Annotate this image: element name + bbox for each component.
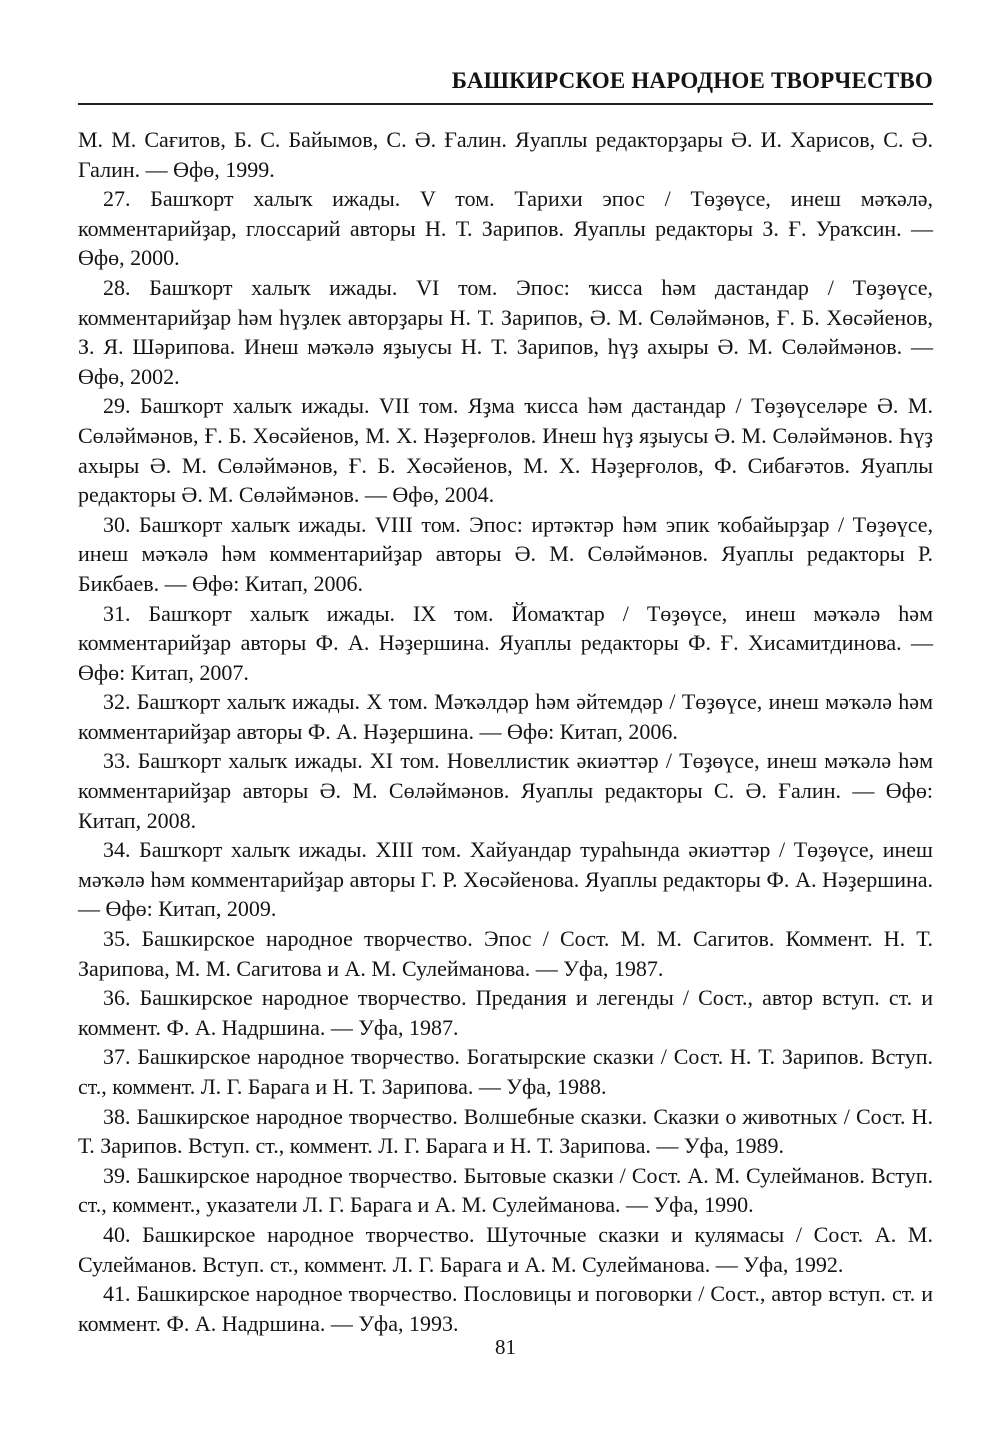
- bibliography-entry-37: 37. Башкирское народное творчество. Богатырские сказки / Сост. Н. Т. Зарипов. Вступ. ст., коммент. Л. Г. Барага и Н. Т. Зарипова. — Уфа, 1988.: [78, 1044, 933, 1099]
- header-rule: [78, 103, 933, 105]
- bibliography-entry-40: 40. Башкирское народное творчество. Шуточные сказки и кулямасы / Сост. А. М. Сулейманов. Вступ. ст., коммент. Л. Г. Барага и А. М. Сулейманова. — Уфа, 1992.: [78, 1221, 933, 1277]
- bibliography-entry-39: 39. Башкирское народное творчество. Бытовые сказки / Сост. А. М. Сулейманов. Вступ. ст., коммент., указатели Л. Г. Барага и А. М. Сулейманова. — Уфа, 1990.: [78, 1162, 933, 1218]
- bibliography-entry-28: 28. Башҡорт халыҡ ижады. VI том. Эпос: ҡисса һәм дастандар / Төҙөүсе, комментарийҙар һәм һүҙлек авторҙары Н. Т. Зарипов, Ә. М. Сөләймәнов, Ғ. Б. Хөсәйенов, З. Я. Шәрипова. Инеш мәҡәлә яҙыусы Н. Т. Зарипов, һүҙ ахыры Ә. М. Сөләймәнов. — Өфө, 2002.: [78, 274, 933, 389]
- bibliography-entry-33: 33. Башҡорт халыҡ ижады. XI том. Новеллистик әкиәттәр / Төҙөүсе, инеш мәҡәлә һәм комментарийҙар авторы Ә. М. Сөләймәнов. Яуаплы редакторы С. Ә. Ғалин. — Өфө: Китап, 2008.: [78, 748, 933, 833]
- bibliography-entry-34: 34. Башҡорт халыҡ ижады. XIII том. Хайуандар тураһында әкиәттәр / Төҙөүсе, инеш мәҡәлә һәм комментарийҙар авторы Г. Р. Хөсәйенова. Яуаплы редакторы Ф. А. Нәҙершина. — Өфө: Китап, 2009.: [78, 837, 933, 922]
- bibliography-entry-31: 31. Башҡорт халыҡ ижады. IX том. Йомаҡтар / Төҙөүсе, инеш мәҡәлә һәм комментарийҙар авторы Ф. А. Нәҙершина. Яуаплы редакторы Ф. Ғ. Хисамитдинова. — Өфө: Китап, 2007.: [78, 600, 933, 685]
- book-page: [78, 0, 933, 1432]
- bibliography-entry-29: 29. Башҡорт халыҡ ижады. VII том. Яҙма ҡисса һәм дастандар / Төҙөүселәре Ә. М. Сөләймәнов, Ғ. Б. Хөсәйенов, М. Х. Нәҙерғолов. Инеш һүҙ яҙыусы Ә. М. Сөләймәнов. Һүҙ ахыры Ә. М. Сөләймәнов, Ғ. Б. Хөсәйенов, М. Х. Нәҙерғолов, Ф. Сибағәтов. Яуаплы редакторы Ә. М. Сөләймәнов. — Өфө, 2004.: [78, 393, 933, 508]
- bibliography-entry-41: 41. Башкирское народное творчество. Пословицы и поговорки / Сост., автор вступ. ст. и коммент. Ф. А. Надршина. — Уфа, 1993.: [78, 1281, 933, 1336]
- bibliography-entry-30: 30. Башҡорт халыҡ ижады. VIII том. Эпос: иртәктәр һәм эпик ҡобайырҙар / Төҙөүсе, инеш мәҡәлә һәм комментарийҙар авторы Ә. М. Сөләймәнов. Яуаплы редакторы Р. Бикбаев. — Өфө: Китап, 2006.: [78, 511, 933, 596]
- bibliography-entry-32: 32. Башҡорт халыҡ ижады. X том. Мәҡәлдәр һәм әйтемдәр / Төҙөүсе, инеш мәҡәлә һәм комментарийҙар авторы Ф. А. Нәҙершина. — Өфө: Китап, 2006.: [78, 689, 933, 744]
- running-head: БАШКИРСКОЕ НАРОДНОЕ ТВОРЧЕСТВО: [451, 68, 933, 93]
- bibliography-entry-35: 35. Башкирское народное творчество. Эпос / Сост. М. М. Сагитов. Коммент. Н. Т. Зарипова, М. М. Сагитова и А. М. Сулейманова. — Уфа, 1987.: [78, 926, 933, 981]
- page-number: 81: [495, 1335, 516, 1359]
- bibliography-entry-continued: М. М. Сағитов, Б. С. Байымов, С. Ә. Ғалин. Яуаплы редакторҙары Ә. И. Харисов, С. Ә. Галин. — Өфө, 1999.: [78, 127, 933, 182]
- bibliography-list: [78, 125, 933, 1338]
- bibliography-entry-36: 36. Башкирское народное творчество. Предания и легенды / Сост., автор вступ. ст. и коммент. Ф. А. Надршина. — Уфа, 1987.: [78, 985, 933, 1040]
- bibliography-entry-27: 27. Башҡорт халыҡ ижады. V том. Тарихи эпос / Төҙөүсе, инеш мәҡәлә, комментарийҙар, глоссарий авторы Н. Т. Зарипов. Яуаплы редакторы З. Ғ. Ураҡсин. — Өфө, 2000.: [78, 186, 933, 271]
- bibliography-entry-38: 38. Башкирское народное творчество. Волшебные сказки. Сказки о животных / Сост. Н. Т. Зарипов. Вступ. ст., коммент. Л. Г. Барага и Н. Т. Зарипова. — Уфа, 1989.: [78, 1103, 933, 1159]
